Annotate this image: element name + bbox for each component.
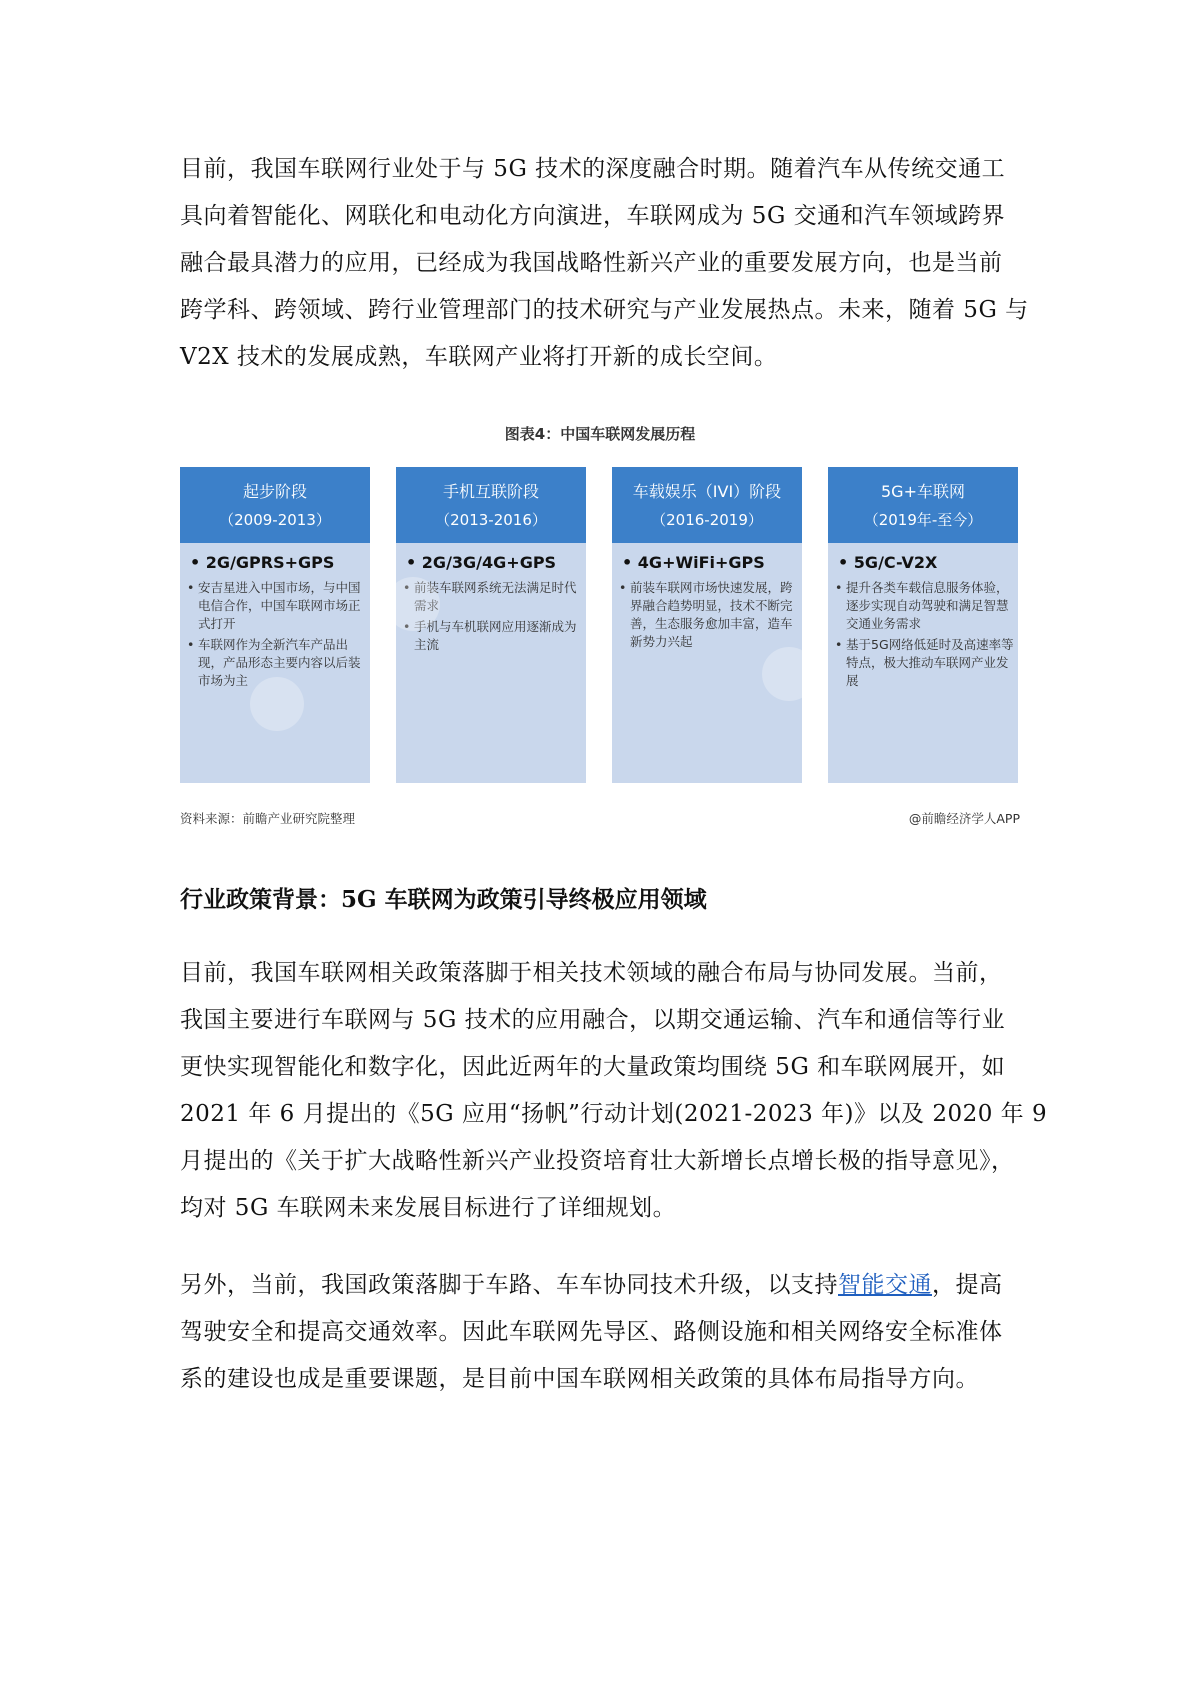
watermark-logo-icon (762, 647, 816, 701)
text-line: 更快实现智能化和数字化，因此近两年的大量政策均围绕 5G 和车联网展开，如 (180, 1054, 1006, 1080)
stage-name: 手机互联阶段 (442, 482, 539, 501)
development-history-figure (180, 415, 1020, 835)
text-line: 跨学科、跨领域、跨行业管理部门的技术研究与产业发展热点。未来，随着 5G 与 (180, 297, 1029, 323)
stage-tech: • 2G/3G/4G+GPS (406, 553, 557, 572)
text-line: 系的建设也成是重要课题，是目前中国车联网相关政策的具体布局指导方向。 (180, 1366, 979, 1392)
figure-title: 图表4：中国车联网发展历程 (504, 425, 696, 443)
stage-points (618, 579, 798, 654)
stage-name: 5G+车联网 (881, 482, 965, 501)
stage-point: • 提升各类车载信息服务体验，逐步实现自动驾驶和满足智慧交通业务需求 (834, 579, 1014, 633)
stage-point: • 前装车联网市场快速发展，跨界融合趋势明显，技术不断完善，生态服务愈加丰富，造车新势力兴起 (618, 579, 798, 651)
policy-paragraph (180, 950, 1048, 1232)
stage-period: （2019年-至今） (863, 511, 983, 529)
text-line: V2X 技术的发展成熟，车联网产业将打开新的成长空间。 (180, 344, 778, 370)
section-heading: 行业政策背景：5G 车联网为政策引导终极应用领域 (180, 886, 707, 913)
stage-name: 起步阶段 (242, 482, 307, 501)
stage-point: • 车联网作为全新汽车产品出现，产品形态主要内容以后装市场为主 (186, 636, 366, 690)
stage-points (834, 579, 1014, 693)
stage-header (180, 467, 370, 543)
text-line: 均对 5G 车联网未来发展目标进行了详细规划。 (180, 1195, 677, 1221)
text-line (180, 1262, 1020, 1309)
stage-header (828, 467, 1018, 543)
stage-tech: • 5G/C-V2X (838, 553, 938, 572)
text-segment: 另外，当前，我国政策落脚于车路、车车协同技术升级，以支持 (180, 1272, 838, 1298)
text-line: 具向着智能化、网联化和电动化方向演进，车联网成为 5G 交通和汽车领域跨界 (180, 203, 1006, 229)
text-line: 2021 年 6 月提出的《5G 应用“扬帆”行动计划(2021-2023 年)》以及 2020 年 9 (180, 1101, 1048, 1127)
stage-header (612, 467, 802, 543)
figure-source: 资料来源：前瞻产业研究院整理 (180, 811, 356, 826)
stage-header (396, 467, 586, 543)
text-line: 目前，我国车联网相关政策落脚于相关技术领域的融合布局与协同发展。当前， (180, 960, 1003, 986)
stage-period: （2009-2013） (219, 511, 331, 529)
closing-paragraph (180, 1262, 1020, 1403)
stage-period: （2013-2016） (435, 511, 547, 529)
text-line: 驾驶安全和提高交通效率。因此车联网先导区、路侧设施和相关网络安全标准体 (180, 1319, 1003, 1345)
text-segment: ，提高 (932, 1272, 1003, 1298)
stage-card-5g (828, 467, 1018, 783)
stage-card-startup (180, 467, 370, 783)
stage-tech: • 2G/GPRS+GPS (190, 553, 335, 572)
stage-card-mobile (396, 467, 586, 783)
stage-points (186, 579, 366, 693)
text-line: 目前，我国车联网行业处于与 5G 技术的深度融合时期。随着汽车从传统交通工 (180, 156, 1006, 182)
text-line: 我国主要进行车联网与 5G 技术的应用融合，以期交通运输、汽车和通信等行业 (180, 1007, 1006, 1033)
stage-point: • 基于5G网络低延时及高速率等特点，极大推动车联网产业发展 (834, 636, 1014, 690)
intro-paragraph (180, 146, 1029, 381)
text-line: 月提出的《关于扩大战略性新兴产业投资培育壮大新增长点增长极的指导意见》， (180, 1148, 1015, 1174)
stage-points (402, 579, 582, 657)
stage-tech: • 4G+WiFi+GPS (622, 553, 765, 572)
text-line: 融合最具潜力的应用，已经成为我国战略性新兴产业的重要发展方向，也是当前 (180, 250, 1003, 276)
stage-point: • 手机与车机联网应用逐渐成为主流 (402, 618, 582, 654)
smart-transport-link[interactable]: 智能交通 (838, 1272, 932, 1298)
stage-point: • 安吉星进入中国市场，与中国电信合作，中国车联网市场正式打开 (186, 579, 366, 633)
stage-card-ivi (612, 467, 802, 783)
figure-credit: @前瞻经济学人APP (908, 811, 1020, 826)
stage-name: 车载娱乐（IVI）阶段 (632, 482, 782, 501)
stage-period: （2016-2019） (651, 511, 763, 529)
stage-point: • 前装车联网系统无法满足时代需求 (402, 579, 582, 615)
